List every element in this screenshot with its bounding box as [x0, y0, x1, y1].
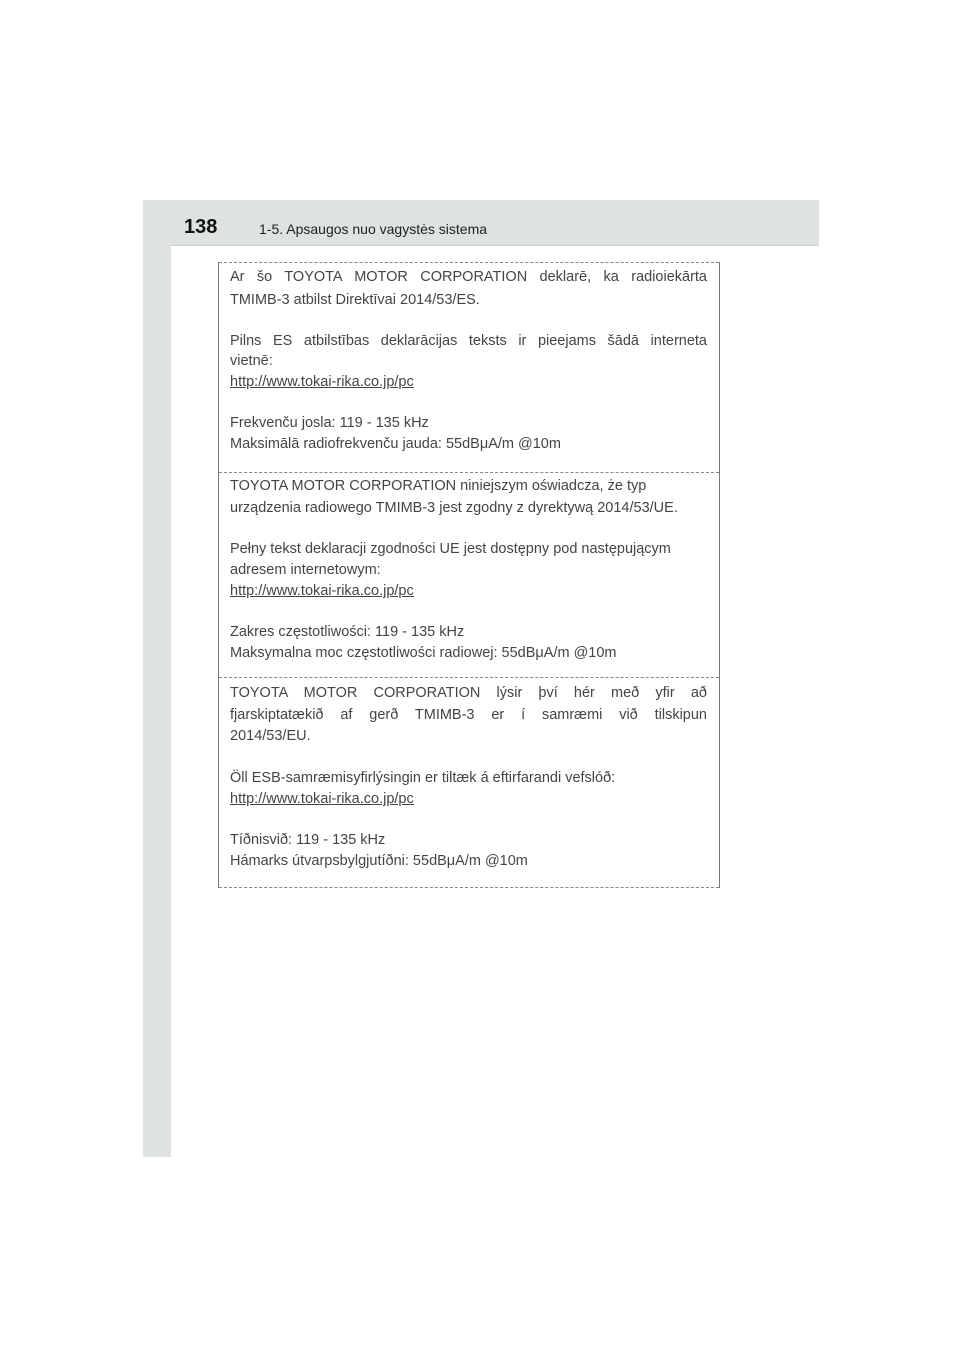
frequency-text: Frekvenču josla: 119 - 135 kHz: [230, 415, 429, 431]
declaration-line: TMIMB-3 atbilst Direktīvai 2014/53/ES.: [230, 292, 480, 308]
declaration-line: TOYOTA MOTOR CORPORATION niniejszym oświadcza, że typ: [230, 478, 647, 494]
declaration-polish: [219, 472, 719, 678]
full-text-line: vietnē:: [230, 353, 273, 369]
power-text: Hámarks útvarpsbylgjutíðni: 55dBμA/m @10m: [230, 853, 528, 869]
declaration-line: 2014/53/EU.: [230, 728, 311, 744]
bottom-divider: [219, 887, 719, 888]
declaration-box: [218, 262, 720, 888]
side-strip: [143, 200, 171, 1157]
section-title: 1-5. Apsaugos nuo vagystės sistema: [259, 221, 488, 237]
declaration-url-link[interactable]: http://www.tokai-rika.co.jp/pc: [230, 374, 414, 390]
power-text: Maksymalna moc częstotliwości radiowej: 55dBμA/m @10m: [230, 645, 617, 661]
declaration-latvian: [219, 262, 719, 472]
declaration-line: TOYOTA MOTOR CORPORATION lýsir því hér með yfir að: [230, 685, 707, 701]
declaration-line: urządzenia radiowego TMIMB-3 jest zgodny z dyrektywą 2014/53/UE.: [230, 500, 678, 516]
full-text-line: Öll ESB-samræmisyfirlýsingin er tiltæk á eftirfarandi vefslóð:: [230, 770, 616, 786]
full-text-line: Pilns ES atbilstības deklarācijas teksts ir pieejams šādā interneta: [230, 333, 707, 349]
declaration-icelandic: [219, 677, 719, 889]
declaration-line: fjarskiptatækið af gerð TMIMB-3 er í samræmi við tilskipun: [230, 707, 707, 723]
power-text: Maksimālā radiofrekvenču jauda: 55dBμA/m @10m: [230, 436, 561, 452]
full-text-line: adresem internetowym:: [230, 562, 381, 578]
frequency-text: Tíðnisvið: 119 - 135 kHz: [230, 832, 386, 848]
page-number: 138: [184, 216, 218, 238]
declaration-url-link[interactable]: http://www.tokai-rika.co.jp/pc: [230, 791, 414, 807]
frequency-text: Zakres częstotliwości: 119 - 135 kHz: [230, 624, 465, 640]
declaration-line: Ar šo TOYOTA MOTOR CORPORATION deklarē, ka radioiekārta: [230, 269, 707, 285]
declaration-url-link[interactable]: http://www.tokai-rika.co.jp/pc: [230, 583, 414, 599]
full-text-line: Pełny tekst deklaracji zgodności UE jest dostępny pod następującym: [230, 541, 671, 557]
